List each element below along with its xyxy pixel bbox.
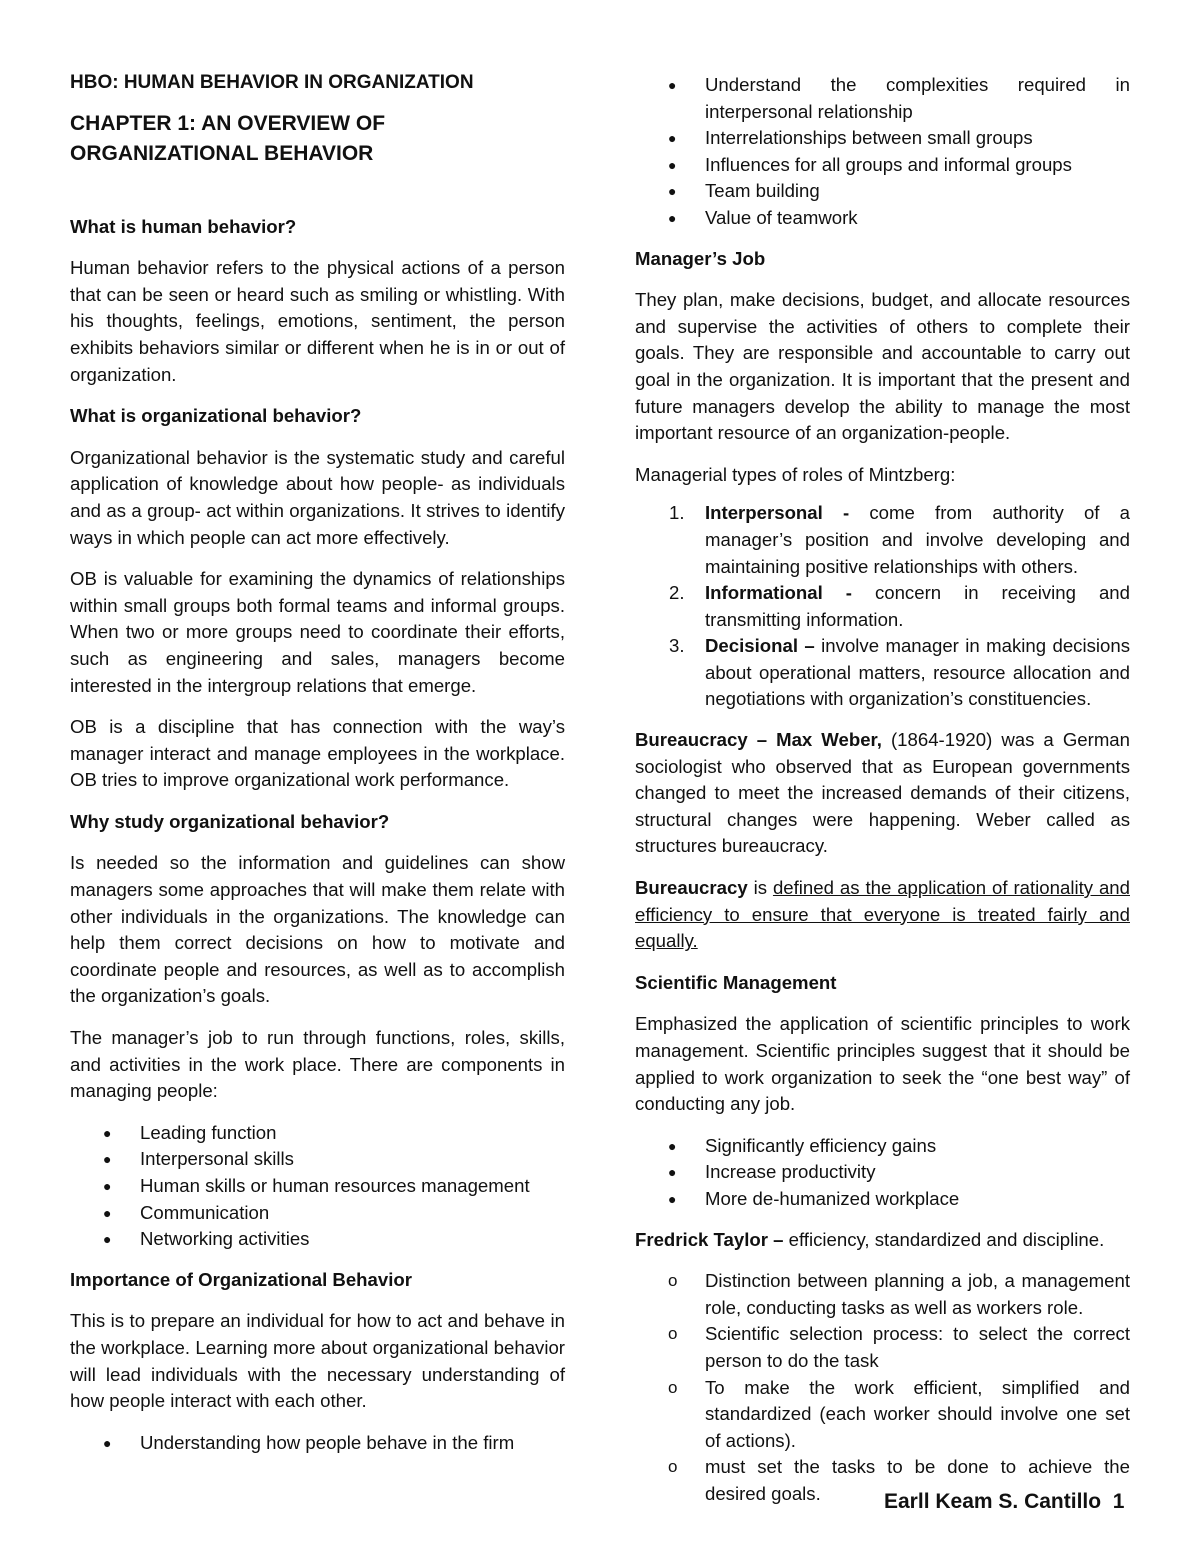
bullet-icon: ● <box>103 1151 112 1168</box>
paragraph-bureaucracy-weber: Bureaucracy – Max Weber, (1864-1920) was a German sociologist who observed that as European governments changed to meet the increased demands of their citizens, structural changes were happening. Weber called as structures bureaucracy. <box>635 729 1130 857</box>
bullet-icon: ● <box>103 1231 112 1248</box>
paragraph-why-study: Is needed so the information and guidelines can show managers some approaches that will make them relate with other individuals in the organizations. The knowledge can help them correct decisions on how to motivate and coordinate people and resources, as well as to accomplish the organization’s goals. <box>70 852 565 1007</box>
paragraph-mintzberg: Managerial types of roles of Mintzberg: <box>635 463 956 485</box>
paragraph-bureaucracy-definition: Bureaucracy is defined as the application of rationality and efficiency to ensure that everyone is treated fairly and equally. <box>635 877 1130 952</box>
list-item: ● Leading function <box>70 1120 565 1147</box>
circle-bullet-icon: o <box>668 1377 678 1397</box>
paragraph-manager-job: The manager’s job to run through functions, roles, skills, and activities in the work place. There are components in managing people: <box>70 1027 565 1102</box>
list-item: o Scientific selection process: to select the correct person to do the task <box>668 1323 1130 1371</box>
list-item: 2. Informational - concern in receiving and transmitting information. <box>669 582 1130 630</box>
list-item: ● Increase productivity <box>635 1159 1130 1186</box>
heading-human-behavior: What is human behavior? <box>70 215 297 237</box>
importance-list <box>70 1430 565 1457</box>
list-item: ● Networking activities <box>70 1226 565 1253</box>
circle-bullet-icon: o <box>668 1324 678 1344</box>
paragraph-ob-value: OB is valuable for examining the dynamics of relationships within small groups both formal teams and informal groups. When two or more groups need to coordinate their efforts, such as engineering and sales, managers become interested in the intergroup relations that emerge. <box>70 568 565 696</box>
list-item: ● More de-humanized workplace <box>635 1186 1130 1213</box>
bullet-icon: ● <box>668 1190 677 1207</box>
scientific-list <box>635 1133 1130 1213</box>
list-item: ● Influences for all groups and informal groups <box>635 152 1130 179</box>
list-item: ● Human skills or human resources management <box>70 1173 565 1200</box>
bullet-icon: ● <box>103 1204 112 1221</box>
page-number: 1 <box>1112 1490 1125 1513</box>
paragraph-human-behavior: Human behavior refers to the physical actions of a person that can be seen or heard such as smiling or whistling. With his thoughts, feelings, emotions, sentiment, the person exhibits behaviors similar or different when he is in or out of organization. <box>70 257 565 385</box>
bullet-icon: ● <box>103 1124 112 1141</box>
paragraph-importance: This is to prepare an individual for how to act and behave in the workplace. Learning more about organizational behavior will lead individuals with the necessary understanding of how people interact with each other. <box>70 1310 565 1412</box>
list-item: 3. Decisional – involve manager in making decisions about operational matters, resource allocation and negotiations with organization’s constituencies. <box>669 635 1130 710</box>
list-item: ● Interpersonal skills <box>70 1146 565 1173</box>
heading-managers-job: Manager’s Job <box>635 247 766 269</box>
list-item: o Distinction between planning a job, a management role, conducting tasks as well as workers role. <box>668 1270 1130 1318</box>
right-column <box>635 72 1130 1522</box>
importance-list-continued <box>635 72 1130 232</box>
heading-scientific-management: Scientific Management <box>635 971 837 993</box>
paragraph-managers-job: They plan, make decisions, budget, and allocate resources and supervise the activities of others to complete their goals. They are responsible and accountable to carry out goal in the organization. It is important that the present and future managers develop the ability to manage the most important resource of an organization-people. <box>635 289 1130 444</box>
bullet-icon: ● <box>668 1137 677 1154</box>
author-name: Earll Keam S. Cantillo <box>884 1490 1102 1513</box>
bullet-icon: ● <box>103 1434 112 1451</box>
circle-bullet-icon: o <box>668 1271 678 1291</box>
course-title: HBO: HUMAN BEHAVIOR IN ORGANIZATION <box>70 72 474 93</box>
list-item: o To make the work efficient, simplified and standardized (each worker should involve one set of actions). <box>668 1376 1130 1451</box>
list-item: ● Significantly efficiency gains <box>635 1133 1130 1160</box>
bullet-icon: ● <box>668 130 677 147</box>
list-item: ● Team building <box>635 178 1130 205</box>
bullet-icon: ● <box>668 209 677 226</box>
paragraph-ob-definition: Organizational behavior is the systematic study and careful application of knowledge about how people- as individuals and as a group- act within organizations. It strives to identify ways in which people can act more effectively. <box>70 446 565 548</box>
list-item: o must set the tasks to be done to achieve the desired goals. <box>668 1456 1130 1504</box>
circle-bullet-icon: o <box>668 1457 678 1477</box>
paragraph-scientific-management: Emphasized the application of scientific principles to work management. Scientific principles suggest that it should be applied to work organization to seek the “one best way” of conducting any job. <box>635 1013 1130 1115</box>
taylor-list <box>635 1268 1130 1507</box>
chapter-title: CHAPTER 1: AN OVERVIEW OF ORGANIZATIONAL BEHAVIOR <box>70 111 386 165</box>
left-column <box>70 70 565 1470</box>
list-item: ● Value of teamwork <box>635 205 1130 232</box>
bullet-icon: ● <box>103 1178 112 1194</box>
heading-why-study: Why study organizational behavior? <box>70 810 390 832</box>
bullet-icon: ● <box>668 156 677 173</box>
list-item: ● Understanding how people behave in the firm <box>70 1430 565 1457</box>
heading-importance: Importance of Organizational Behavior <box>70 1268 412 1290</box>
list-item: ● Communication <box>70 1200 565 1227</box>
heading-organizational-behavior: What is organizational behavior? <box>70 405 362 427</box>
bullet-icon: ● <box>668 1164 677 1181</box>
components-list <box>70 1120 565 1253</box>
paragraph-ob-discipline: OB is a discipline that has connection with the way’s manager interact and manage employees in the workplace. OB tries to improve organizational work performance. <box>70 716 565 791</box>
page-footer <box>884 1490 1124 1514</box>
roles-list <box>635 500 1130 713</box>
list-item: 1. Interpersonal - come from authority of a manager’s position and involve developing and maintaining positive relationships with others. <box>669 502 1130 577</box>
bullet-icon: ● <box>668 77 677 93</box>
bullet-icon: ● <box>668 183 677 200</box>
list-item: ● Understand the complexities required in interpersonal relationship <box>668 74 1130 122</box>
paragraph-taylor: Fredrick Taylor – efficiency, standardized and discipline. <box>635 1228 1105 1250</box>
list-item: ● Interrelationships between small groups <box>635 125 1130 152</box>
